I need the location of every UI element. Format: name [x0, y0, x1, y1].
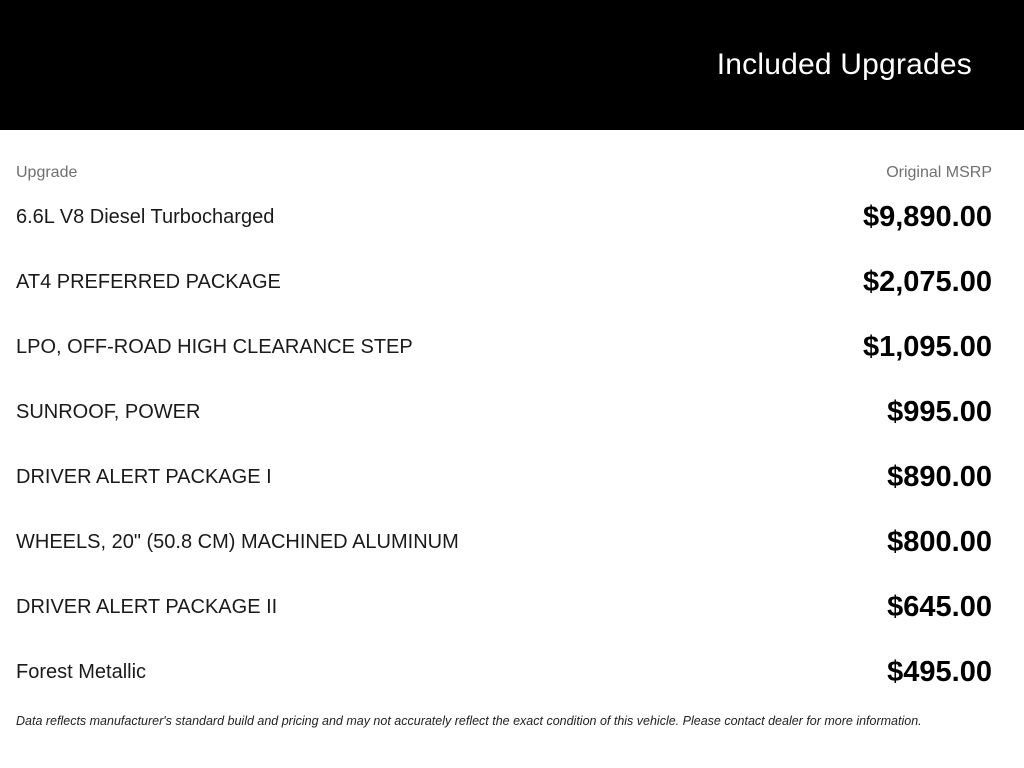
upgrade-price: $1,095.00	[862, 331, 992, 363]
upgrade-name: AT4 PREFERRED PACKAGE	[16, 271, 281, 293]
page-title: Included Upgrades	[716, 48, 972, 81]
upgrade-price: $800.00	[887, 526, 992, 558]
table-row	[16, 380, 992, 445]
upgrade-name: DRIVER ALERT PACKAGE I	[16, 466, 272, 488]
table-header-row	[16, 130, 992, 182]
upgrade-name: DRIVER ALERT PACKAGE II	[16, 596, 278, 618]
upgrade-price: $995.00	[887, 396, 992, 428]
disclaimer-text: Data reflects manufacturer's standard build and pricing and may not accurately reflect the exact condition of this vehicle. Please contact dealer for more information.	[16, 714, 922, 728]
upgrades-panel	[0, 130, 1024, 729]
column-header-msrp: Original MSRP	[886, 164, 992, 181]
table-row	[16, 185, 992, 250]
upgrade-price: $2,075.00	[862, 266, 992, 298]
upgrade-name: SUNROOF, POWER	[16, 401, 201, 423]
upgrade-name: Forest Metallic	[16, 661, 147, 683]
table-row	[16, 510, 992, 575]
upgrade-price: $495.00	[887, 656, 992, 688]
table-row	[16, 250, 992, 315]
upgrade-price: $890.00	[887, 461, 992, 493]
upgrade-price: $9,890.00	[862, 201, 992, 233]
table-row	[16, 315, 992, 380]
upgrade-name: LPO, OFF-ROAD HIGH CLEARANCE STEP	[16, 336, 413, 358]
column-header-upgrade: Upgrade	[16, 164, 78, 181]
upgrades-table	[16, 185, 992, 705]
upgrade-price: $645.00	[887, 591, 992, 623]
table-row	[16, 445, 992, 510]
upgrade-name: 6.6L V8 Diesel Turbocharged	[16, 206, 275, 228]
upgrade-name: WHEELS, 20" (50.8 CM) MACHINED ALUMINUM	[16, 531, 459, 553]
table-row	[16, 575, 992, 640]
page-header	[0, 0, 1024, 130]
table-row	[16, 640, 992, 705]
